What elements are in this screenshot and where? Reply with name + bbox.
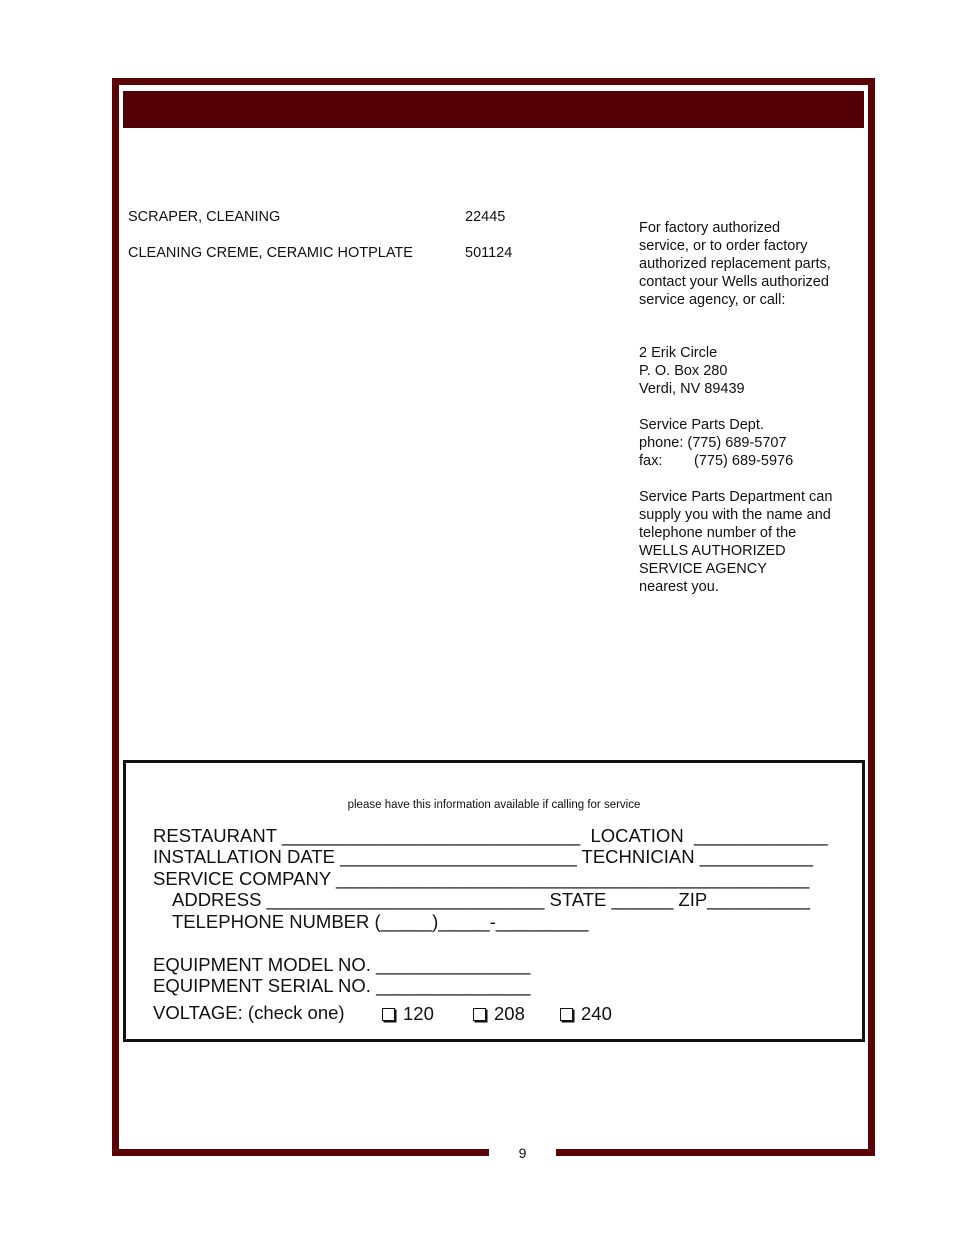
fax-number: fax: (775) 689-5976: [639, 453, 794, 469]
form-address: ADDRESS ___________________________ STATE ______ ZIP__________: [172, 889, 811, 910]
form-serial-no: EQUIPMENT SERIAL NO. _______________: [153, 975, 531, 996]
part-name: SCRAPER, CLEANING: [128, 209, 281, 225]
form-installation-technician: INSTALLATION DATE _______________________ TECHNICIAN ___________: [153, 846, 813, 867]
form-restaurant-location: RESTAURANT _____________________________ LOCATION _____________: [153, 825, 828, 846]
form-voltage-label: VOLTAGE: (check one): [153, 1002, 345, 1023]
form-model-no: EQUIPMENT MODEL NO. _______________: [153, 954, 531, 975]
page-frame-bottom-right: [556, 1149, 875, 1156]
service-dept: Service Parts Dept.: [639, 417, 764, 433]
checkbox-icon: [560, 1008, 573, 1021]
voltage-option-240: 240: [560, 1003, 612, 1025]
phone-number: phone: (775) 689-5707: [639, 435, 787, 451]
checkbox-icon: [473, 1008, 486, 1021]
voltage-option-120: 120: [382, 1003, 434, 1025]
contact-closing: Service Parts Department can supply you with the name and telephone number of the WELLS AUTHORIZED SERVICE AGENCY nearest you.: [639, 489, 833, 595]
header-bar: [123, 91, 864, 128]
page-frame-top: [112, 78, 875, 85]
page-frame-bottom-left: [112, 1149, 489, 1156]
part-name: CLEANING CREME, CERAMIC HOTPLATE: [128, 245, 413, 261]
form-telephone: TELEPHONE NUMBER (_____)_____-_________: [172, 911, 589, 932]
form-service-company: SERVICE COMPANY ______________________________________________: [153, 868, 810, 889]
page-frame-left: [112, 78, 119, 1156]
checkbox-icon: [382, 1008, 395, 1021]
part-number: 22445: [465, 209, 506, 225]
voltage-option-208: 208: [473, 1003, 525, 1025]
page-number: 9: [518, 1145, 527, 1161]
contact-intro: For factory authorized service, or to order factory authorized replacement parts, contact your Wells authorized service agency, or call:: [639, 220, 831, 308]
page-frame-right: [868, 78, 875, 1156]
contact-phone-block: [639, 416, 793, 470]
part-number: 501124: [465, 245, 513, 261]
service-info-note: please have this information available if calling for service: [347, 799, 641, 811]
contact-address: 2 Erik Circle P. O. Box 280 Verdi, NV 89439: [639, 345, 745, 397]
